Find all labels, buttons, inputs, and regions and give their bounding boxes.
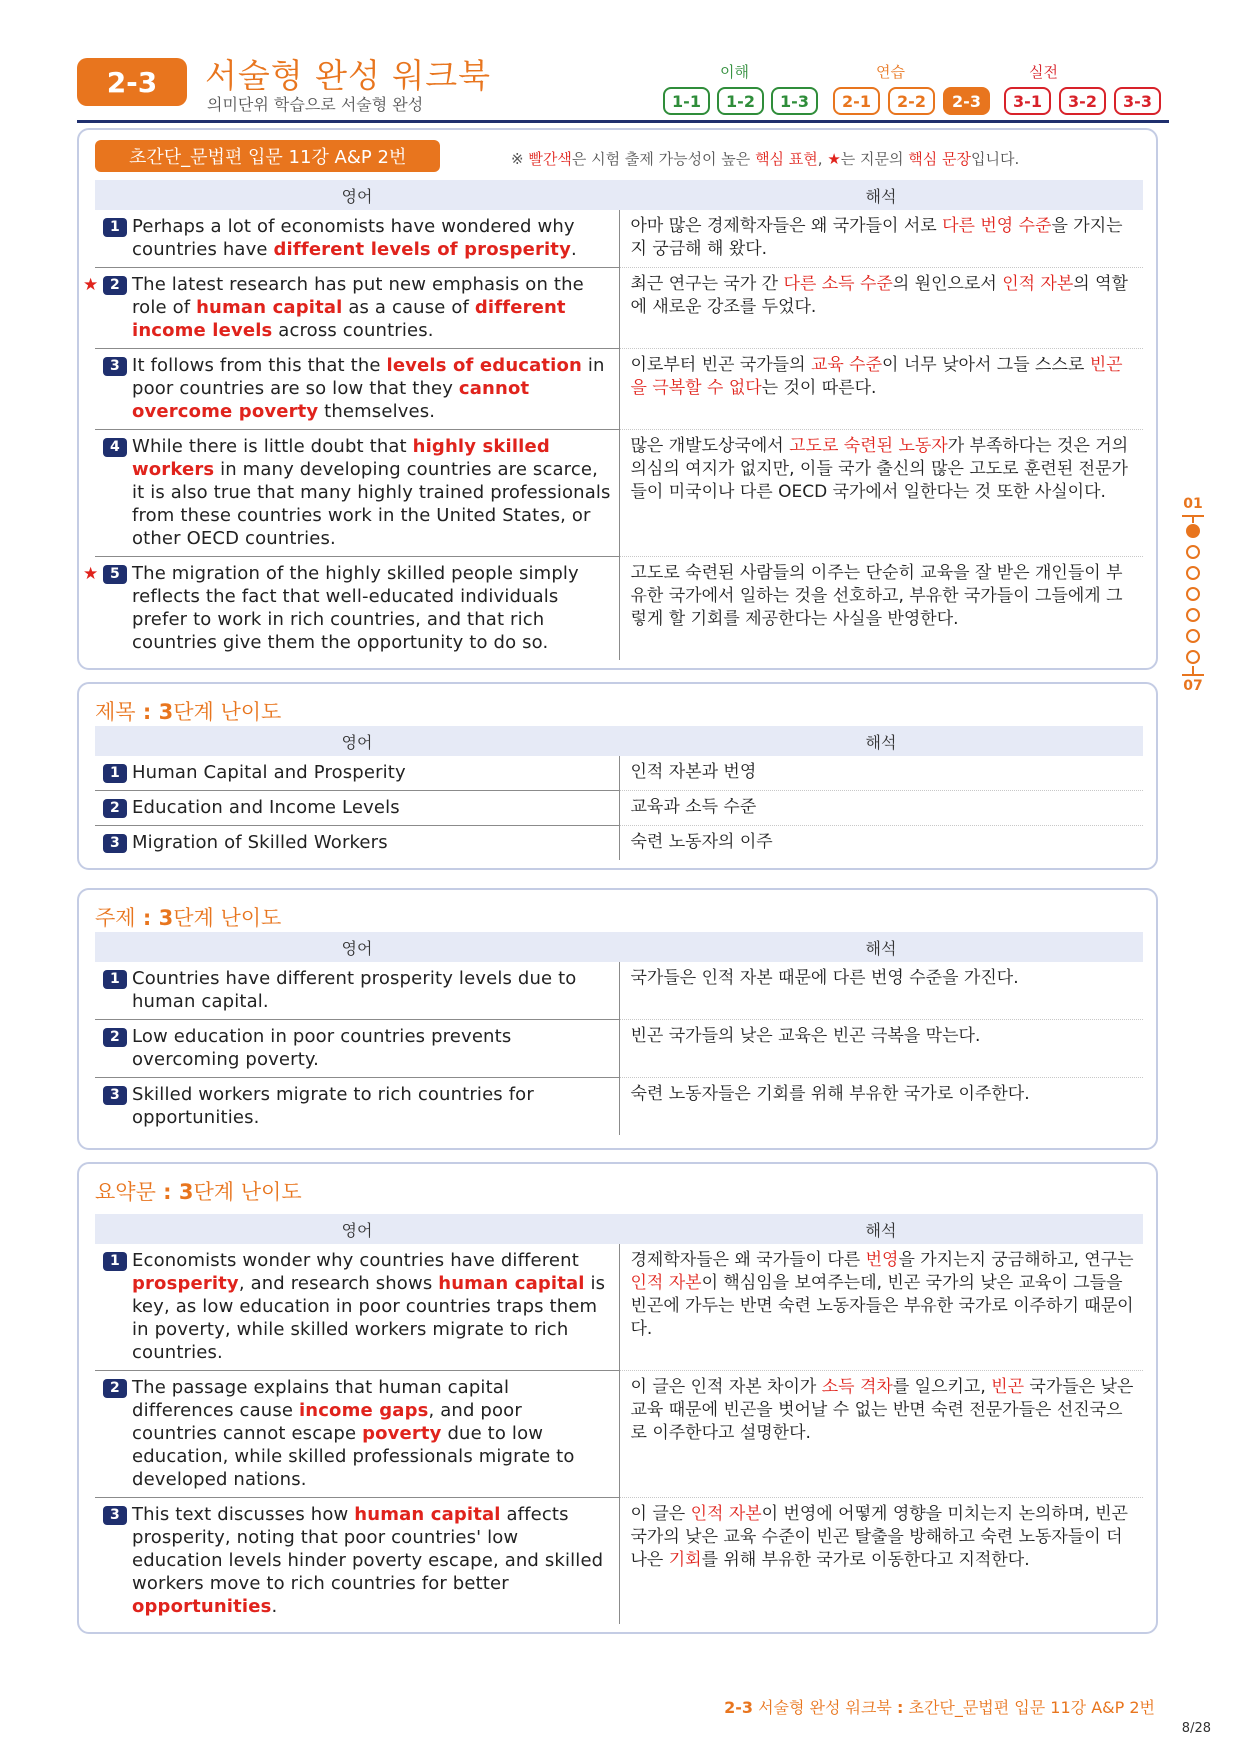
korean-translation: 인적 자본과 번영 <box>619 756 1143 791</box>
english-sentence: 2 Education and Income Levels <box>95 791 619 826</box>
table-row <box>95 791 1143 826</box>
step-1-3[interactable]: 1-3 <box>771 87 818 115</box>
english-sentence: 3 This text discusses how human capital affects prosperity, noting that poor countries' low education levels hinder poverty escape, and skilled workers move to rich countries for better opportunities. <box>95 1498 619 1625</box>
sentence-number: 2 <box>103 1379 127 1398</box>
sentence-number: 3 <box>103 1506 127 1525</box>
table-row <box>95 430 1143 557</box>
sentence-number: 3 <box>103 1086 127 1105</box>
table-row <box>95 349 1143 430</box>
table-row <box>95 1020 1143 1078</box>
key-expression: 인적 자본 <box>1002 274 1074 294</box>
side-index-start: 01 <box>1183 496 1203 512</box>
page-title: 서술형 완성 워크북 <box>205 56 492 95</box>
key-expression: 다른 번영 수준 <box>942 216 1052 236</box>
step-2-2[interactable]: 2-2 <box>888 87 935 115</box>
step-group-real: 실전 <box>1029 63 1058 81</box>
header-divider <box>77 120 1169 123</box>
korean-translation: 숙련 노동자들은 기회를 위해 부유한 국가로 이주한다. <box>630 1084 1030 1104</box>
side-dot-6[interactable] <box>1186 629 1200 643</box>
lesson-tag: 초간단_문법편 입문 11강 A&P 2번 <box>95 140 440 172</box>
column-header-english: 영어 <box>95 1214 619 1244</box>
english-sentence: 1 Economists wonder why countries have different prosperity, and research shows human capital is key, as low education in poor countries traps them in poverty, while skilled workers migrate to rich countries. <box>95 1244 619 1371</box>
key-sentence-star-icon: ★ <box>83 564 99 584</box>
step-navigator <box>663 55 1163 117</box>
english-sentence: 1 Human Capital and Prosperity <box>95 756 619 791</box>
table-row <box>95 557 1143 661</box>
korean-translation: 숙련 노동자의 이주 <box>630 832 773 852</box>
sentence-number: 1 <box>103 218 127 237</box>
side-dot-3[interactable] <box>1186 566 1200 580</box>
key-expression: human capital <box>438 1273 585 1294</box>
side-dot-7[interactable] <box>1186 650 1200 664</box>
english-sentence: 5 ★ The migration of the highly skilled people simply reflects the fact that well-educated individuals prefer to work in rich countries, and that rich countries give them the opportunity to do so. <box>95 557 619 661</box>
key-expression: levels of education <box>386 355 582 376</box>
column-header-english: 영어 <box>95 932 619 962</box>
table-row <box>95 210 1143 268</box>
topic-table <box>95 932 1143 1135</box>
step-3-2[interactable]: 3-2 <box>1059 87 1106 115</box>
key-expression: 인적 자본 <box>690 1504 762 1524</box>
step-3-1[interactable]: 3-1 <box>1004 87 1051 115</box>
sentence-number: 3 <box>103 834 127 853</box>
korean-translation: 이 글은 인적 자본 차이가 소득 격차를 일으키고, 빈곤 국가들은 낮은 교육 때문에 빈곤을 벗어날 수 없는 반면 숙련 전문가들은 선진국으로 이주한다고 설명한다. <box>619 1371 1143 1498</box>
page-footer: 2-3 서술형 완성 워크북 : 초간단_문법편 입문 11강 A&P 2번 <box>724 1698 1155 1717</box>
side-dot-1[interactable] <box>1186 524 1200 538</box>
key-expression: 다른 소득 수준 <box>783 274 893 294</box>
step-3-3[interactable]: 3-3 <box>1114 87 1161 115</box>
sentence-number: 2 <box>103 276 127 295</box>
sentence-number: 1 <box>103 970 127 989</box>
english-sentence: 3 Migration of Skilled Workers <box>95 826 619 861</box>
table-row <box>95 826 1143 861</box>
title-section-heading: 제목 : 3단계 난이도 <box>95 700 282 724</box>
english-sentence: 2 The passage explains that human capital differences cause income gaps, and poor countries cannot escape poverty due to low education, while skilled professionals migrate to developed nations. <box>95 1371 619 1498</box>
sentence-number: 4 <box>103 438 127 457</box>
topic-section-heading: 주제 : 3단계 난이도 <box>95 906 282 930</box>
korean-translation: 국가들은 인적 자본 때문에 다른 번영 수준을 가진다. <box>619 962 1143 1020</box>
key-expression: human capital <box>196 297 343 318</box>
step-group-understand: 이해 <box>720 63 749 81</box>
legend-note: ※ 빨간색은 시험 출제 가능성이 높은 핵심 표현, ★는 지문의 핵심 문장입니다. <box>511 150 1020 168</box>
column-header-korean: 해석 <box>619 180 1143 210</box>
key-expression: 번영 <box>865 1250 899 1270</box>
step-1-2[interactable]: 1-2 <box>717 87 764 115</box>
table-row <box>95 1371 1143 1498</box>
level-badge: 2-3 <box>77 58 187 106</box>
korean-translation: 빈곤 국가들의 낮은 교육은 빈곤 극복을 막는다. <box>619 1020 1143 1078</box>
side-index-connector <box>1192 517 1194 523</box>
key-expression: prosperity <box>132 1273 239 1294</box>
step-2-3[interactable]: 2-3 <box>943 87 990 115</box>
korean-translation: 이로부터 빈곤 국가들의 교육 수준이 너무 낮아서 그들 스스로 빈곤을 극복할 수 없다는 것이 따른다. <box>619 349 1143 430</box>
table-row <box>95 962 1143 1020</box>
sentence-number: 5 <box>103 565 127 584</box>
english-sentence: 4 While there is little doubt that highly skilled workers in many developing countries are scarce, it is also true that many highly trained professionals from these countries work in the United States, or other OECD countries. <box>95 430 619 557</box>
table-row <box>95 1244 1143 1371</box>
korean-translation: 경제학자들은 왜 국가들이 다른 번영을 가지는지 궁금해하고, 연구는 인적 자본이 핵심임을 보여주는데, 빈곤 국가의 낮은 교육이 그들을 빈곤에 가두는 반면 숙련 노동자들은 부유한 국가로 이주하기 때문이다. <box>619 1244 1143 1371</box>
key-expression: income gaps <box>298 1400 429 1421</box>
title-table <box>95 726 1143 860</box>
sentence-number: 2 <box>103 1028 127 1047</box>
column-header-korean: 해석 <box>619 726 1143 756</box>
summary-section-heading: 요약문 : 3단계 난이도 <box>95 1180 302 1204</box>
sentence-panel <box>77 128 1158 670</box>
step-group-practice: 연습 <box>876 63 905 81</box>
korean-translation: 이 글은 인적 자본이 번영에 어떻게 영향을 미치는지 논의하며, 빈곤 국가의 낮은 교육 수준이 빈곤 탈출을 방해하고 숙련 노동자들이 더 나은 기회를 위해 부유한 국가로 이동한다고 지적한다. <box>630 1504 1128 1570</box>
key-expression: 교육 수준 <box>810 355 883 375</box>
column-header-korean: 해석 <box>619 1214 1143 1244</box>
english-sentence: 2 ★ The latest research has put new emphasis on the role of human capital as a cause of different income levels across countries. <box>95 268 619 349</box>
key-expression: 빈곤을 극복할 수 없다 <box>630 355 1123 398</box>
english-sentence: 3 It follows from this that the levels of education in poor countries are so low that they cannot overcome poverty themselves. <box>95 349 619 430</box>
korean-translation: 교육과 소득 수준 <box>619 791 1143 826</box>
side-index-end: 07 <box>1183 678 1203 694</box>
korean-translation: 고도로 숙련된 사람들의 이주는 단순히 교육을 잘 받은 개인들이 부유한 국가에서 일하는 것을 선호하고, 부유한 국가들이 그들에게 그렇게 할 기회를 제공한다는 사실을 반영한다. <box>630 563 1123 629</box>
key-expression: opportunities <box>132 1596 272 1617</box>
key-expression: different levels of prosperity <box>273 239 571 260</box>
side-index-line <box>1182 674 1204 676</box>
key-expression: 빈곤 <box>991 1377 1025 1397</box>
side-index <box>1178 496 1208 696</box>
korean-translation: 많은 개발도상국에서 고도로 숙련된 노동자가 부족하다는 것은 거의 의심의 여지가 없지만, 이들 국가 출신의 많은 고도로 훈련된 전문가들이 미국이나 다른 OECD 국가에서 일한다는 것 또한 사실이다. <box>619 430 1143 557</box>
step-2-1[interactable]: 2-1 <box>833 87 880 115</box>
summary-panel <box>77 1162 1158 1634</box>
sentence-number: 2 <box>103 799 127 818</box>
page-subtitle: 의미단위 학습으로 서술형 완성 <box>207 95 424 114</box>
korean-translation: 최근 연구는 국가 간 다른 소득 수준의 원인으로서 인적 자본의 역할에 새로운 강조를 두었다. <box>619 268 1143 349</box>
table-row <box>95 1078 1143 1136</box>
key-expression: 기회 <box>668 1550 702 1570</box>
english-sentence: 3 Skilled workers migrate to rich countries for opportunities. <box>95 1078 619 1136</box>
sentence-number: 3 <box>103 357 127 376</box>
table-row <box>95 1498 1143 1625</box>
key-expression: 인적 자본 <box>630 1273 702 1293</box>
sentence-number: 1 <box>103 764 127 783</box>
page-number: 8/28 <box>1181 1721 1211 1736</box>
key-sentence-star-icon: ★ <box>83 275 99 295</box>
table-row <box>95 756 1143 791</box>
key-expression: highly skilled workers <box>132 436 550 480</box>
key-expression: cannot overcome poverty <box>132 378 530 422</box>
column-header-english: 영어 <box>95 726 619 756</box>
key-expression: different income levels <box>132 297 566 341</box>
key-expression: 소득 격차 <box>821 1377 893 1397</box>
sentence-number: 1 <box>103 1252 127 1271</box>
english-sentence: 2 Low education in poor countries prevents overcoming poverty. <box>95 1020 619 1078</box>
column-header-english: 영어 <box>95 180 619 210</box>
sentence-table <box>83 180 1143 660</box>
table-row <box>95 268 1143 349</box>
topic-panel <box>77 888 1158 1150</box>
english-sentence: 1 Countries have different prosperity levels due to human capital. <box>95 962 619 1020</box>
key-expression: human capital <box>354 1504 501 1525</box>
side-dot-2[interactable] <box>1186 545 1200 559</box>
title-panel <box>77 682 1158 870</box>
summary-table <box>95 1214 1143 1624</box>
korean-translation: 아마 많은 경제학자들은 왜 국가들이 서로 다른 번영 수준을 가지는지 궁금해 해 왔다. <box>619 210 1143 268</box>
english-sentence: 1 Perhaps a lot of economists have wondered why countries have different levels of prosperity. <box>95 210 619 268</box>
side-index-connector <box>1192 666 1194 674</box>
side-dot-4[interactable] <box>1186 587 1200 601</box>
step-1-1[interactable]: 1-1 <box>663 87 710 115</box>
key-expression: poverty <box>362 1423 442 1444</box>
side-dot-5[interactable] <box>1186 608 1200 622</box>
column-header-korean: 해석 <box>619 932 1143 962</box>
key-expression: 고도로 숙련된 노동자 <box>789 436 948 456</box>
